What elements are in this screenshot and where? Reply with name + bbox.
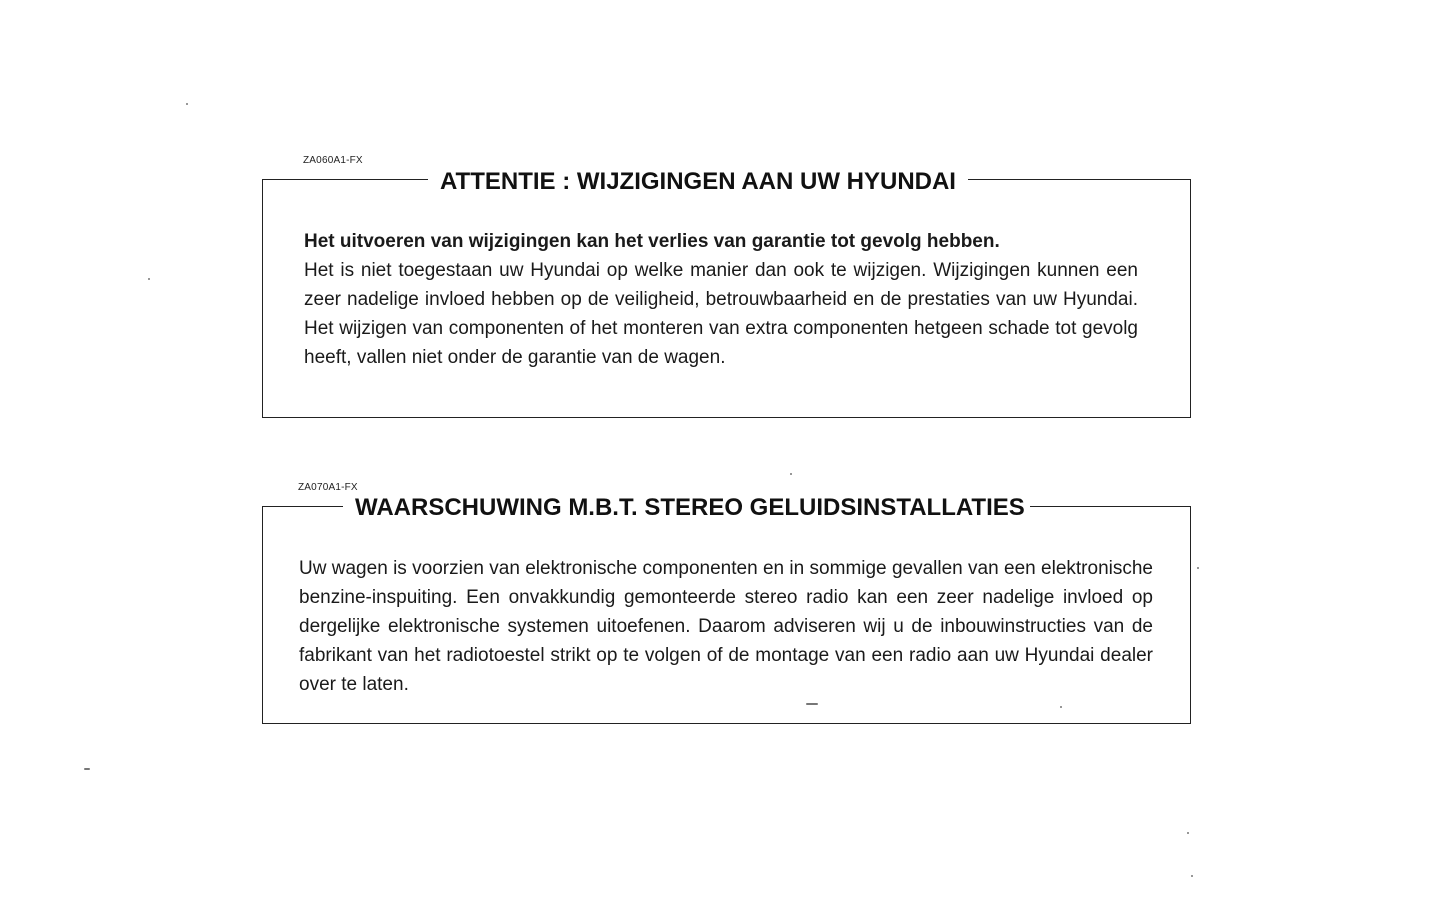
- scan-speck: [1197, 567, 1199, 569]
- section-code: ZA070A1-FX: [298, 482, 358, 493]
- notice-title-stereo: WAARSCHUWING M.B.T. STEREO GELUIDSINSTALLATIES: [343, 496, 1030, 520]
- notice-lead-modifications: Het uitvoeren van wijzigingen kan het verlies van garantie tot gevolg hebben.: [304, 231, 1000, 252]
- section-code: ZA060A1-FX: [303, 155, 363, 166]
- scan-speck: [148, 278, 150, 280]
- scan-speck: [1187, 832, 1189, 834]
- notice-title-modifications: ATTENTIE : WIJZIGINGEN AAN UW HYUNDAI: [428, 170, 968, 194]
- notice-body-modifications: [304, 227, 1138, 372]
- scan-speck: [1191, 875, 1193, 877]
- scan-speck: [186, 103, 188, 105]
- scan-speck: [806, 703, 818, 705]
- scan-speck: [1060, 706, 1062, 708]
- notice-body-stereo: Uw wagen is voorzien van elektronische componenten en in sommige gevallen van een elektronische benzine-inspuiting. Een onvakkundig gemonteerde stereo radio kan een zeer nadelige invloed op dergelijke elektronische systemen uitoefenen. Daarom adviseren wij u de inbouwinstructies van de fabrikant van het radiotoestel strikt op te volgen of de montage van een radio aan uw Hyundai dealer over te laten.: [299, 558, 1153, 695]
- scan-speck: [790, 473, 792, 475]
- notice-paragraph-modifications: Het is niet toegestaan uw Hyundai op welke manier dan ook te wijzigen. Wijzigingen kunnen een zeer nadelige invloed hebben op de veiligheid, betrouwbaarheid en de prestaties van uw Hyundai. Het wijzigen van componenten of het monteren van extra componenten hetgeen schade tot gevolg heeft, vallen niet onder de garantie van de wagen.: [304, 260, 1138, 368]
- scan-speck: [84, 768, 90, 770]
